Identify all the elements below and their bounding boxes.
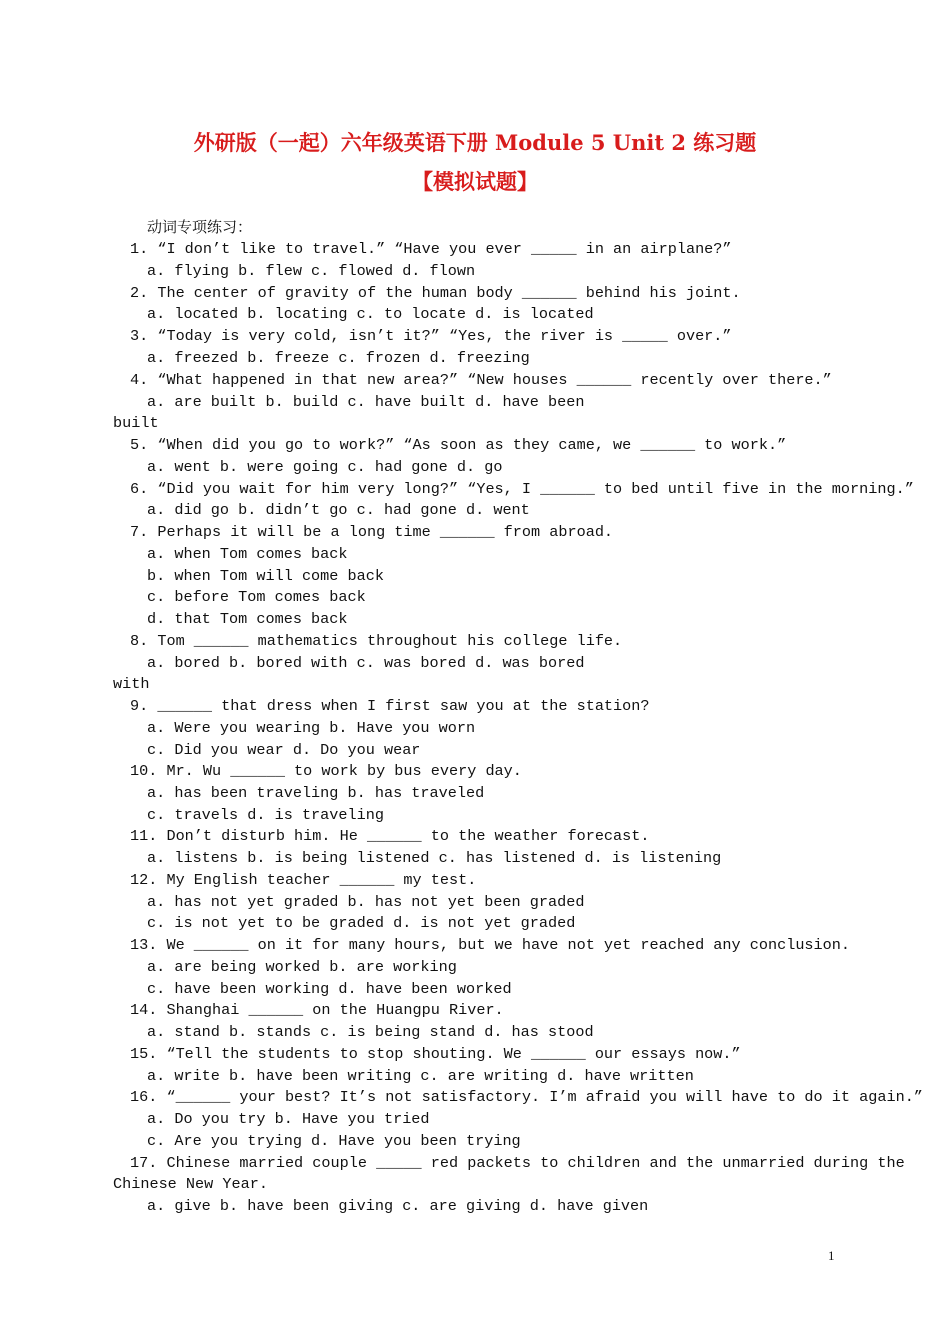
question-17: 17. Chinese married couple _____ red packets to children and the unmarried during the (130, 1154, 905, 1172)
question-4: 4. “What happened in that new area?” “New houses ______ recently over there.” (130, 371, 832, 389)
question-11: 11. Don’t disturb him. He ______ to the weather forecast. (130, 827, 650, 845)
question-14: 14. Shanghai ______ on the Huangpu River. (130, 1001, 504, 1019)
question-17-cont: Chinese New Year. (113, 1175, 268, 1193)
options-6: a. did go b. didn’t go c. had gone d. went (147, 501, 530, 519)
question-7: 7. Perhaps it will be a long time ______ from abroad. (130, 523, 614, 541)
options-5: a. went b. were going c. had gone d. go (147, 458, 503, 476)
options-9-ab: a. Were you wearing b. Have you worn (147, 719, 476, 737)
options-16-cd: c. Are you trying d. Have you been trying (147, 1132, 521, 1150)
options-17: a. give b. have been giving c. are giving d. have given (147, 1197, 649, 1215)
options-15: a. write b. have been writing c. are writing d. have written (147, 1067, 694, 1085)
option-7c: c. before Tom comes back (147, 588, 366, 606)
question-6: 6. “Did you wait for him very long?” “Yes, I ______ to bed until five in the morning.” (130, 480, 914, 498)
options-16-ab: a. Do you try b. Have you tried (147, 1110, 430, 1128)
options-4-cont: built (113, 414, 159, 432)
option-7a: a. when Tom comes back (147, 545, 348, 563)
question-12: 12. My English teacher ______ my test. (130, 871, 477, 889)
question-8: 8. Tom ______ mathematics throughout his college life. (130, 632, 623, 650)
options-14: a. stand b. stands c. is being stand d. has stood (147, 1023, 594, 1041)
option-7d: d. that Tom comes back (147, 610, 348, 628)
options-10-cd: c. travels d. is traveling (147, 806, 384, 824)
options-13-cd: c. have been working d. have been worked (147, 980, 512, 998)
option-7b: b. when Tom will come back (147, 567, 384, 585)
options-4: a. are built b. build c. have built d. have been (147, 393, 585, 411)
question-3: 3. “Today is very cold, isn’t it?” “Yes, the river is _____ over.” (130, 327, 732, 345)
options-1: a. flying b. flew c. flowed d. flown (147, 262, 476, 280)
document-subtitle: 【模拟试题】 (412, 169, 538, 194)
options-2: a. located b. locating c. to locate d. is located (147, 305, 594, 323)
page-number: 1 (828, 1248, 835, 1263)
options-10-ab: a. has been traveling b. has traveled (147, 784, 485, 802)
section-heading: 动词专项练习： (147, 218, 253, 236)
question-5: 5. “When did you go to work?” “As soon as they came, we ______ to work.” (130, 436, 787, 454)
question-15: 15. “Tell the students to stop shouting. We ______ our essays now.” (130, 1045, 741, 1063)
question-1: 1. “I don’t like to travel.” “Have you ever _____ in an airplane?” (130, 240, 732, 258)
options-12-ab: a. has not yet graded b. has not yet been graded (147, 893, 585, 911)
question-10: 10. Mr. Wu ______ to work by bus every day. (130, 762, 522, 780)
question-2: 2. The center of gravity of the human body ______ behind his joint. (130, 284, 741, 302)
options-13-ab: a. are being worked b. are working (147, 958, 457, 976)
options-12-cd: c. is not yet to be graded d. is not yet graded (147, 914, 576, 932)
options-8: a. bored b. bored with c. was bored d. was bored (147, 654, 585, 672)
options-8-cont: with (113, 675, 150, 693)
document-title: 外研版（一起）六年级英语下册 Module 5 Unit 2 练习题 (193, 130, 757, 155)
question-9: 9. ______ that dress when I first saw you at the station? (130, 697, 650, 715)
question-13: 13. We ______ on it for many hours, but we have not yet reached any conclusion. (130, 936, 851, 954)
question-16: 16. “______ your best? It’s not satisfactory. I’m afraid you will have to do it again.” (130, 1088, 923, 1106)
options-3: a. freezed b. freeze c. frozen d. freezing (147, 349, 530, 367)
options-11: a. listens b. is being listened c. has listened d. is listening (147, 849, 722, 867)
options-9-cd: c. Did you wear d. Do you wear (147, 741, 421, 759)
